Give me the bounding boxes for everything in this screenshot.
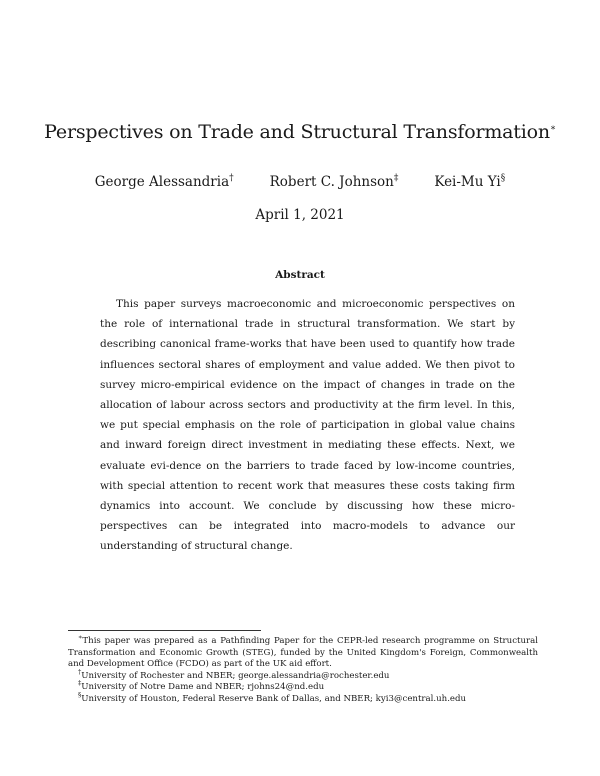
author-footnote-mark: § xyxy=(500,173,506,184)
footnote-mark: ∗ xyxy=(78,633,83,642)
footnote-text: University of Houston, Federal Reserve Bank of Dallas, and NBER; kyi3@central.uh.edu xyxy=(81,693,467,704)
author-footnote-mark: † xyxy=(229,173,234,184)
paper-date: April 1, 2021 xyxy=(255,207,345,223)
footnote-text: University of Rochester and NBER; george.alessandria@rochester.edu xyxy=(81,670,390,681)
footnote-2 xyxy=(68,667,538,683)
title-text: Perspectives on Trade and Structural Transformation xyxy=(44,121,550,143)
footnote-mark: ‡ xyxy=(78,679,82,688)
author-3 xyxy=(434,174,505,190)
footnotes xyxy=(68,630,538,706)
paper-title xyxy=(0,121,600,143)
footnote-3 xyxy=(68,679,538,694)
author-footnote-mark: ‡ xyxy=(393,173,399,184)
author-name: Robert C. Johnson xyxy=(269,174,394,190)
footnote-4 xyxy=(68,691,538,706)
footnote-1 xyxy=(68,633,538,671)
author-2 xyxy=(270,174,399,190)
footnote-mark: § xyxy=(78,691,82,700)
abstract-heading: Abstract xyxy=(275,269,325,281)
footnote-mark: † xyxy=(78,667,82,676)
footnote-text: University of Notre Dame and NBER; rjohns24@nd.edu xyxy=(81,682,325,693)
author-name: George Alessandria xyxy=(94,174,230,190)
footnote-text: This paper was prepared as a Pathfinding Paper for the CEPR-led research programme on Structural Transformation and Economic Growth (STEG), funded by the United Kingdom's Foreign, Commonwealth and Development Office (FCDO) as part of the UK aid effort. xyxy=(68,636,538,670)
author-name: Kei-Mu Yi xyxy=(434,174,501,190)
title-footnote-mark: ∗ xyxy=(549,123,556,134)
abstract-text: This paper surveys macroeconomic and microeconomic perspectives on the role of international trade in structural transformation. We start by describing canonical frame-works that have been used to quantify how trade influences sectoral shares of employment and value added. We then pivot to survey micro-empirical evidence on the impact of changes in trade on the allocation of labour across sectors and productivity at the firm level. In this, we put special emphasis on the role of participation in global value chains and inward foreign direct investment in mediating these effects. Next, we evaluate evi-dence on the barriers to trade faced by low-income countries, with special attention to recent work that measures these costs taking firm dynamics into account. We conclude by discussing how these micro-perspectives can be integrated into macro-models to advance our understanding of structural change. xyxy=(100,298,515,553)
footnote-rule xyxy=(68,630,261,631)
author-list xyxy=(0,174,600,190)
author-1 xyxy=(95,174,234,190)
